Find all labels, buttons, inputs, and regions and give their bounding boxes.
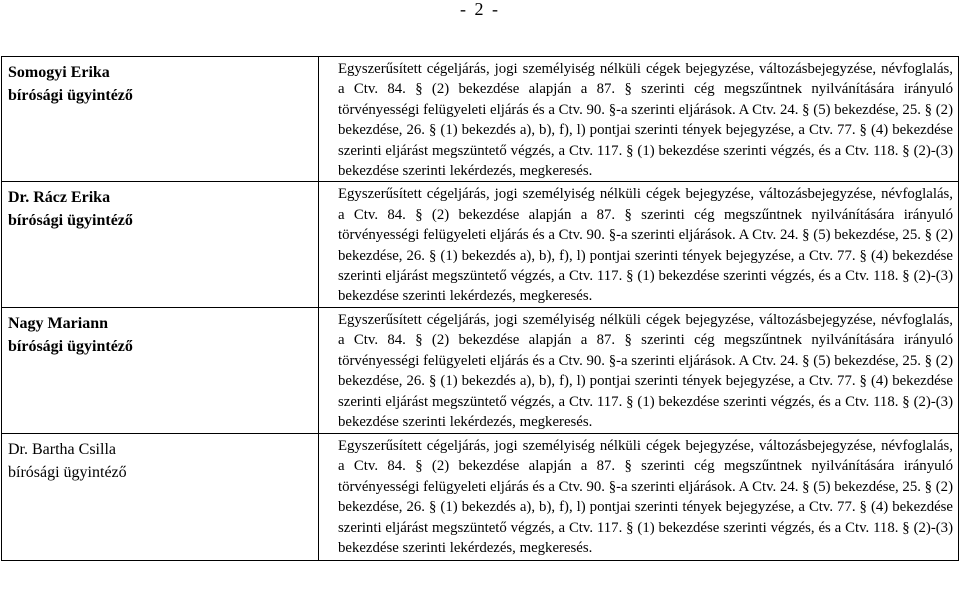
name-cell	[2, 433, 319, 560]
description-cell	[319, 307, 959, 433]
description-cell	[319, 433, 959, 560]
table-row	[2, 57, 959, 182]
page-number: - 2 -	[460, 0, 500, 19]
person-name: Dr. Rácz Erika	[8, 189, 111, 207]
table-row	[2, 182, 959, 307]
person-title: bírósági ügyintéző	[8, 337, 133, 355]
description-cell	[319, 57, 959, 182]
person-title: bírósági ügyintéző	[8, 212, 133, 230]
name-cell	[2, 182, 319, 307]
staff-table	[1, 56, 959, 561]
duty-description: Egyszerűsített cégeljárás, jogi személyiség nélküli cégek bejegyzése, változásbejegyzése, névfoglalás, a Ctv. 84. § (2) bekezdése alapján a 87. § szerinti cég megszűntnek nyilvánítására irányuló törvényességi felügyeleti eljárás és a Ctv. 90. §-a szerinti eljárások. A Ctv. 24. § (5) bekezdése, 25. § (2) bekezdése, 26. § (1) bekezdés a), b), f), l) pontjai szerinti tények bejegyzése, a Ctv. 77. § (4) bekezdése szerinti eljárást megszüntető végzés, a Ctv. 117. § (1) bekezdése szerinti végzés, és a Ctv. 118. § (2)-(3) bekezdése szerinti lekérdezés, megkeresés.	[338, 437, 953, 556]
table-row	[2, 433, 959, 560]
person-title: bírósági ügyintéző	[8, 463, 127, 481]
description-cell	[319, 182, 959, 307]
person-name: Nagy Mariann	[8, 314, 108, 332]
person-name: Dr. Bartha Csilla	[8, 440, 116, 458]
duty-description: Egyszerűsített cégeljárás, jogi személyiség nélküli cégek bejegyzése, változásbejegyzése, névfoglalás, a Ctv. 84. § (2) bekezdése alapján a 87. § szerinti cég megszűntnek nyilvánítására irányuló törvényességi felügyeleti eljárás és a Ctv. 90. §-a szerinti eljárások. A Ctv. 24. § (5) bekezdése, 25. § (2) bekezdése, 26. § (1) bekezdés a), b), f), l) pontjai szerinti tények bejegyzése, a Ctv. 77. § (4) bekezdése szerinti eljárást megszüntető végzés, a Ctv. 117. § (1) bekezdése szerinti végzés, és a Ctv. 118. § (2)-(3) bekezdése szerinti lekérdezés, megkeresés.	[338, 311, 953, 430]
table-row	[2, 307, 959, 433]
duty-description: Egyszerűsített cégeljárás, jogi személyiség nélküli cégek bejegyzése, változásbejegyzése, névfoglalás, a Ctv. 84. § (2) bekezdése alapján a 87. § szerinti cég megszűntnek nyilvánítására irányuló törvényességi felügyeleti eljárás és a Ctv. 90. §-a szerinti eljárások. A Ctv. 24. § (5) bekezdése, 25. § (2) bekezdése, 26. § (1) bekezdés a), b), f), l) pontjai szerinti tények bejegyzése, a Ctv. 77. § (4) bekezdése szerinti eljárást megszüntető végzés, a Ctv. 117. § (1) bekezdése szerinti végzés, és a Ctv. 118. § (2)-(3) bekezdése szerinti lekérdezés, megkeresés.	[338, 61, 953, 180]
person-title: bírósági ügyintéző	[8, 87, 133, 104]
duty-description: Egyszerűsített cégeljárás, jogi személyiség nélküli cégek bejegyzése, változásbejegyzése, névfoglalás, a Ctv. 84. § (2) bekezdése alapján a 87. § szerinti cég megszűntnek nyilvánítására irányuló törvényességi felügyeleti eljárás és a Ctv. 90. §-a szerinti eljárások. A Ctv. 24. § (5) bekezdése, 25. § (2) bekezdése, 26. § (1) bekezdés a), b), f), l) pontjai szerinti tények bejegyzése, a Ctv. 77. § (4) bekezdése szerinti eljárást megszüntető végzés, a Ctv. 117. § (1) bekezdése szerinti végzés, és a Ctv. 118. § (2)-(3) bekezdése szerinti lekérdezés, megkeresés.	[338, 186, 953, 305]
name-cell	[2, 307, 319, 433]
name-cell	[2, 57, 319, 182]
person-name: Somogyi Erika	[8, 64, 110, 81]
